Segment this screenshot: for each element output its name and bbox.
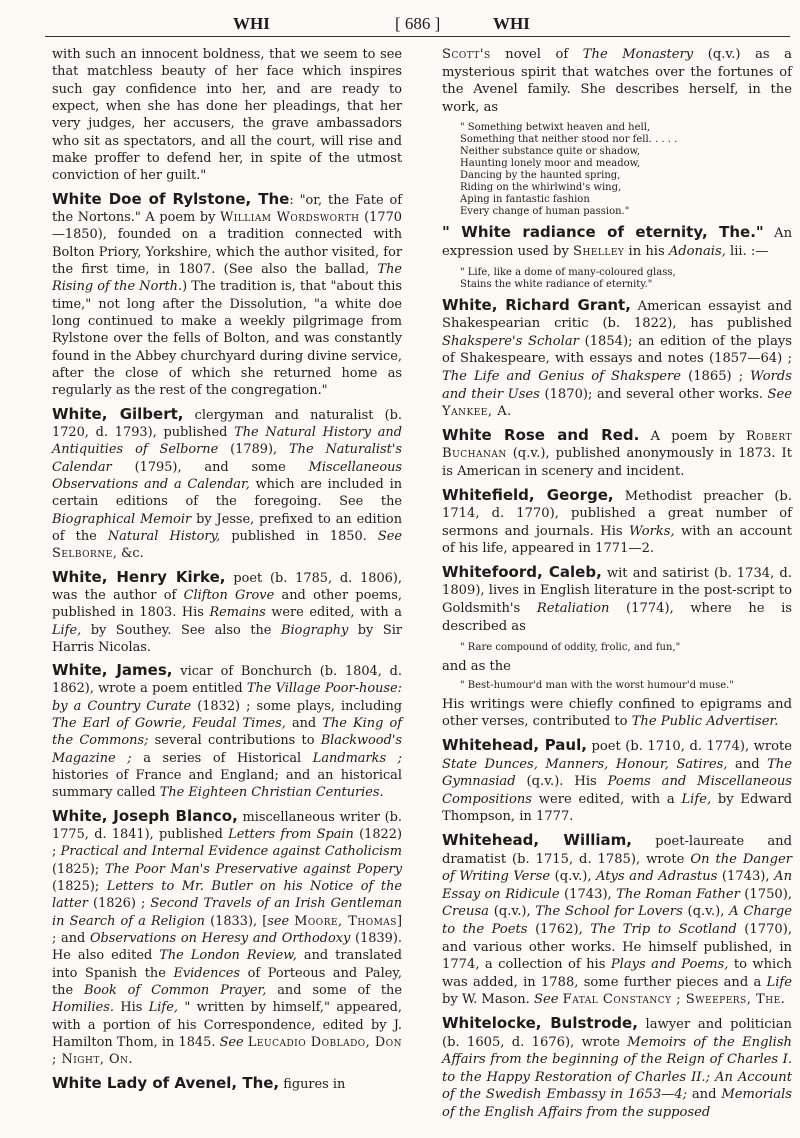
- headword: White, Joseph Blanco,: [52, 806, 238, 825]
- italic-title: Letters to Mr. Butler on his Notice of the latter: [52, 879, 402, 912]
- running-header: [0, 10, 800, 36]
- entry-text: (1854); an edition of the plays of Shakespeare, with essays and notes (1857—64) ;: [442, 333, 792, 367]
- italic-title: Book of Common Prayer,: [84, 983, 267, 999]
- italic-title: The London Review,: [159, 948, 297, 964]
- headword: White Lady of Avenel, The,: [52, 1073, 280, 1092]
- italic-title: See: [219, 1035, 244, 1051]
- entry-text: wit and satirist (b. 1734, d. 1809), lives in English literature in the post-script to Goldsmith's: [442, 565, 792, 617]
- entry-text: and translated into Spanish the: [52, 948, 402, 981]
- entry-text: miscellaneous writer (b. 1775, d. 1841), published: [52, 809, 403, 843]
- entry-text: lawyer and politician (b. 1605, d. 1676), wrote: [442, 1016, 792, 1050]
- entry-text: several contributions to: [148, 733, 321, 749]
- entry-text: (q.v.) as a mysterious spirit that watches over the fortunes of the Avenel family. She describes herself, in the work, as: [442, 47, 792, 115]
- italic-title: The Monastery: [582, 47, 694, 62]
- entry-text: Scott's: [442, 47, 491, 62]
- italic-title: See: [534, 992, 559, 1008]
- entry-white-gilbert: [52, 406, 402, 563]
- entry-text: Robert Buchanan: [442, 428, 792, 462]
- italic-title: The Rising of the North.: [52, 261, 402, 295]
- italic-title: Memorials of the English Affairs from the supposed: [442, 1087, 792, 1120]
- entry-text: (1770—1850), founded on a tradition connected with Bolton Priory, Yorkshire, which the author visited, for the first time, in 1807. (See also the ballad,: [52, 209, 402, 277]
- entry-text: Yankee, A.: [442, 404, 512, 420]
- header-rule: [45, 36, 790, 37]
- italic-title: Memoirs of the English Affairs from the beginning of the Reign of Charles I. to the Happy Restoration of Charles II.;: [442, 1034, 792, 1085]
- headword: White, Gilbert,: [52, 404, 184, 423]
- verse-quotation: [460, 267, 792, 291]
- entry-text: His writings were chiefly confined to epigrams and other verses, contributed to: [442, 696, 792, 730]
- entry-text: poet (b. 1785, d. 1806), was the author of: [52, 570, 402, 603]
- entry-text: (1870); and several other works.: [539, 386, 768, 402]
- italic-title: The Life and Genius of Shakspere: [442, 368, 682, 384]
- entry-text: by Southey. See also the: [81, 622, 281, 638]
- entry-text: novel of: [490, 47, 583, 62]
- italic-title: Biographical Memoir: [52, 511, 192, 527]
- italic-title: The Natural History and Antiquities of Selborne: [52, 424, 402, 458]
- italic-title: Life: [766, 974, 792, 990]
- entry-text: Moore, Thomas: [294, 913, 397, 929]
- entry-text: by Sir Harris Nicolas.: [52, 622, 402, 655]
- entry-text: poet-laureate and dramatist (b. 1715, d. 1785), wrote: [442, 834, 792, 867]
- entry-text: Fatal Constancy ; Sweepers, The.: [562, 992, 786, 1008]
- entry-text: ] ; and: [52, 913, 402, 947]
- italic-title: The King of the Commons;: [52, 716, 403, 749]
- italic-title: see: [267, 913, 290, 929]
- entry-text: Selborne: [52, 546, 113, 562]
- entry-text: (q.v.). His: [515, 774, 608, 790]
- entry-text: Neither substance quite or shadow,: [460, 146, 641, 158]
- entry-text: An expression used by: [442, 226, 793, 259]
- entry-text: by Jesse, prefixed to an edition of the: [52, 511, 402, 544]
- entry-text: Something that neither stood nor fell. . . . .: [460, 134, 678, 146]
- headword: White Rose and Red.: [442, 425, 640, 444]
- entry-text: poet (b. 1710, d. 1774), wrote: [586, 739, 792, 755]
- italic-title: Blackwood's Magazine ;: [52, 733, 402, 766]
- entry-white-radiance-of-eternity: [442, 224, 792, 260]
- italic-title: Works,: [629, 523, 675, 539]
- entry-whitefoord-caleb: [442, 564, 792, 635]
- entry-text: by W. Mason.: [442, 992, 535, 1008]
- entry-text: : "or, the Fate of the Nortons." A poem by: [52, 192, 402, 225]
- entry-text: Dancing by the haunted spring,: [460, 170, 621, 182]
- entry-text: Aping in fantastic fashion: [460, 194, 590, 206]
- entry-whitehead-paul: [442, 737, 792, 826]
- entry-text: and: [727, 756, 768, 772]
- entry-text: " Something betwixt heaven and hell,: [460, 122, 651, 134]
- entry-text: and: [285, 716, 323, 732]
- italic-title: The Public Advertiser.: [631, 714, 779, 730]
- headword: White, James,: [52, 661, 173, 680]
- entry-text: and some of the: [266, 983, 402, 999]
- entry-text: Haunting lonely moor and meadow,: [460, 158, 641, 170]
- entry-text: which are included in certain editions of the foregoing. See the: [52, 476, 402, 510]
- entry-continuation: [52, 46, 402, 185]
- entry-whitefield-george: [442, 487, 792, 558]
- entry-text: " written by himself," appeared, with a portion of his Correspondence, edited by J. Hamilton Thom, in 1845.: [52, 1000, 402, 1051]
- italic-title: The Roman Father: [616, 886, 740, 902]
- entry-text: William Wordsworth: [220, 209, 360, 225]
- entry-text: published in 1850.: [220, 528, 378, 544]
- italic-title: The Naturalist's Calendar: [52, 442, 402, 475]
- entry-text: of Porteous and Paley, the: [52, 965, 402, 999]
- entry-text: (q.v.),: [682, 904, 730, 920]
- entry-white-rose-and-red: [442, 427, 792, 481]
- entry-text: by Edward Thompson, in 1777.: [442, 791, 793, 825]
- entry-white-henry-kirke: [52, 569, 402, 657]
- italic-title: Biography: [280, 622, 349, 638]
- italic-title: Retaliation: [536, 601, 610, 617]
- italic-title: The School for Lovers: [535, 904, 683, 920]
- headword: White, Henry Kirke,: [52, 567, 226, 586]
- italic-title: An Essay on Ridicule: [442, 869, 792, 902]
- italic-title: See: [767, 386, 792, 402]
- italic-title: Shakspere's Scholar: [442, 333, 579, 349]
- entry-white-joseph-blanco: [52, 808, 402, 1069]
- italic-title: Remains: [209, 605, 266, 621]
- italic-title: Evidences: [173, 965, 240, 981]
- headword: White Doe of Rylstone, The: [52, 189, 290, 208]
- entry-text: (1825);: [52, 861, 105, 877]
- entry-text: Methodist preacher (b. 1714, d. 1770), published a great number of sermons and journals. His: [442, 488, 792, 539]
- entry-whitelocke-bulstrode: [442, 1015, 792, 1122]
- italic-title: Second Travels of an Irish Gentleman in Search of a Religion: [52, 896, 403, 929]
- entry-text: A poem by: [639, 428, 746, 444]
- entry-text: (1833), [: [204, 913, 268, 929]
- italic-title: On the Danger of Writing Verse: [442, 851, 792, 885]
- entry-text: a series of Historical: [131, 750, 313, 766]
- italic-title: Clifton Grove: [183, 587, 275, 603]
- entry-text: vicar of Bonchurch (b. 1804, d. 1862), wrote a poem entitled: [52, 664, 403, 697]
- headword: Whitelocke, Bulstrode,: [442, 1013, 638, 1032]
- italic-title: The Eighteen Christian Centuries.: [159, 785, 384, 801]
- italic-title: Miscellaneous Observations and a Calendar,: [52, 459, 402, 492]
- entry-text: (1826) ;: [87, 896, 151, 912]
- entry-text: histories of France and England; and an historical summary called: [52, 768, 402, 801]
- headword: Whitehead, William,: [442, 831, 632, 849]
- italic-title: State Dunces, Manners, Honour, Satires,: [442, 756, 728, 772]
- italic-title: Life,: [148, 1000, 178, 1016]
- entry-text: (1822) ;: [52, 827, 402, 860]
- entry-text: (1839). He also edited: [52, 931, 403, 964]
- entry-text: (1743),: [559, 886, 617, 902]
- entry-text: Shelley: [573, 243, 625, 259]
- entry-text: (q.v.), published anonymously in 1873. It is American in scenery and incident.: [442, 446, 792, 479]
- italic-title: Atys and Adrastus: [596, 869, 718, 885]
- verse-quotation: [460, 122, 792, 218]
- italic-title: Words and their Uses: [442, 368, 792, 402]
- entry-text: (q.v.),: [489, 904, 536, 920]
- italic-title: The Earl of Gowrie, Feudal Times,: [52, 716, 286, 732]
- italic-title: Plays and Poems,: [610, 957, 729, 973]
- entry-text: (q.v.),: [550, 869, 597, 885]
- headword: Whitefield, George,: [442, 485, 614, 504]
- entry-whitefoord-continuation: [442, 696, 792, 731]
- entry-white-richard-grant: [442, 297, 792, 421]
- header-right-guide-word: WHI: [493, 14, 530, 33]
- italic-title: See: [377, 528, 402, 544]
- entry-text: (1770), and various other works. He himself published, in 1774, a collection of his: [442, 921, 793, 973]
- entry-text: (1832) ; some plays, including: [191, 698, 402, 714]
- entry-whitehead-william: [442, 832, 792, 1009]
- entry-text: were edited, with a: [265, 605, 402, 621]
- italic-title: An Account of the Swedish Embassy in 1653—4;: [442, 1069, 792, 1103]
- right-column: [442, 46, 792, 1128]
- entry-text: (1825);: [52, 879, 107, 895]
- entry-text: were edited, with a: [531, 791, 682, 807]
- verse-quotation: " Best-humour'd man with the worst humour'd muse.": [460, 679, 734, 691]
- entry-text: " Life, like a dome of many-coloured glass,: [460, 266, 676, 278]
- entry-text: His: [113, 1000, 149, 1016]
- italic-title: Poems and Miscellaneous Compositions: [442, 774, 792, 807]
- headword: White, Richard Grant,: [442, 295, 631, 314]
- italic-title: Natural History,: [107, 528, 221, 544]
- entry-text: (1762),: [527, 921, 591, 937]
- entry-white-james: [52, 662, 402, 802]
- italic-title: Homilies.: [52, 1000, 114, 1016]
- entry-text: Every change of human passion.": [460, 206, 630, 218]
- italic-title: Landmarks ;: [312, 750, 402, 766]
- entry-text: figures in: [279, 1076, 346, 1092]
- headword: Whitefoord, Caleb,: [442, 562, 602, 581]
- entry-text: American essayist and Shakespearian critic (b. 1822), has published: [442, 298, 793, 332]
- entry-text: with such an innocent boldness, that we seem to see that matchless beauty of her face which inspires such gay confidence into her, and are ready to expect, when she has done her pleadings, that her very judges, her accusers, the grave ambassadors who sit as spectators, and all the court, will rise and make proffer to defend her, in spite of the utmost conviction of her guilt.": [52, 47, 402, 184]
- italic-title: Adonais,: [668, 243, 726, 259]
- entry-white-doe-of-rylstone: [52, 191, 402, 400]
- entry-text: to which was added, in 1788, some further pieces and a: [442, 957, 792, 990]
- entry-text: and other poems, published in 1803. His: [52, 587, 402, 621]
- italic-title: The Trip to Scotland: [590, 921, 737, 937]
- italic-title: Creusa: [442, 904, 489, 920]
- entry-text: (1743),: [717, 869, 775, 885]
- italic-title: The Poor Man's Preservative against Popery: [104, 861, 403, 877]
- connective-text: and as the: [442, 659, 511, 675]
- italic-title: The Village Poor-house: by a Country Curate: [52, 681, 402, 714]
- italic-title: Observations on Heresy and Orthodoxy: [89, 931, 351, 947]
- entry-text: and: [686, 1087, 722, 1103]
- entry-text: ) The tradition is, that "about this time," not long after the Dissolution, "a white doe long continued to make a weekly pilgrimage from Rylstone over the fells of Bolton, and was constantly found in the Abbey churchyard during divine service, after the close of which she returned home as regularly as the rest of the congregation.": [52, 279, 402, 399]
- left-column: [52, 46, 402, 1099]
- italic-title: Life,: [681, 791, 712, 807]
- entry-text: with an account of his life, appeared in 1771—2.: [442, 523, 793, 557]
- italic-title: A Charge to the Poets: [442, 904, 792, 937]
- entry-text: Leucadio Doblado, Don ; Night, On.: [52, 1035, 403, 1068]
- headword: Whitehead, Paul,: [442, 736, 587, 755]
- entry-text: in his: [624, 243, 669, 259]
- entry-continuation-avenel: [442, 46, 792, 116]
- page-number: [ 686 ]: [395, 14, 441, 33]
- headword: " White radiance of eternity, The.": [442, 223, 764, 242]
- entry-text: (1865) ;: [681, 368, 751, 384]
- entry-text: , &c.: [112, 546, 144, 562]
- entry-text: lii. :—: [725, 243, 769, 259]
- header-left-guide-word: WHI: [233, 14, 270, 33]
- verse-quotation: " Rare compound of oddity, frolic, and fun,": [460, 642, 681, 654]
- entry-text: (1789),: [218, 442, 290, 458]
- italic-title: The Gymnasiad: [442, 756, 792, 790]
- entry-text: (1795), and some: [111, 459, 309, 475]
- entry-text: Stains the white radiance of eternity.": [460, 278, 653, 290]
- entry-text: clergyman and naturalist (b. 1720, d. 1793), published: [52, 407, 403, 440]
- italic-title: Life,: [52, 622, 82, 638]
- entry-text: (1750),: [739, 886, 792, 902]
- italic-title: Practical and Internal Evidence against Catholicism: [60, 844, 402, 860]
- entry-white-lady-of-avenel: [52, 1075, 402, 1093]
- italic-title: Letters from Spain: [228, 827, 354, 843]
- entry-text: Riding on the whirlwind's wing,: [460, 182, 622, 194]
- entry-text: (1774), where he is described as: [442, 601, 792, 634]
